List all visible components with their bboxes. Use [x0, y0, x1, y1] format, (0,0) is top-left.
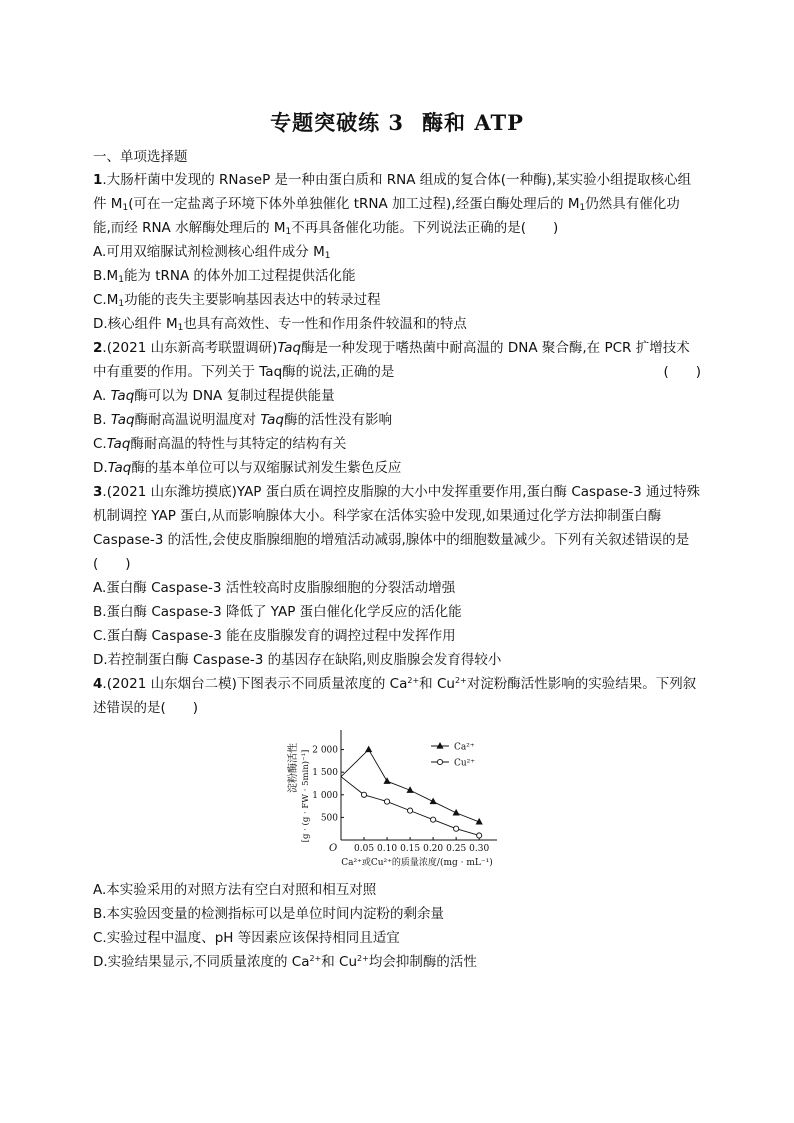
- title-topic: 酶和 ATP: [422, 110, 524, 135]
- origin-label: O: [329, 843, 338, 854]
- x-tick-label: 0.30: [469, 844, 490, 854]
- y-tick-label: 2 000: [312, 745, 338, 756]
- option-d[interactable]: D.实验结果显示,不同质量浓度的 $Ca^{2+}$和 $Cu^{2+}$均会抑制酶的活性: [93, 954, 477, 970]
- y-tick-label: 1 500: [312, 768, 338, 779]
- data-point-cu: [384, 799, 389, 804]
- data-point-cu: [431, 817, 436, 822]
- question-4-stem-line-2: 述错误的是( ): [93, 700, 199, 716]
- data-point-ca: [453, 809, 460, 816]
- option-b[interactable]: B.本实验因变量的检测指标可以是单位时间内淀粉的剩余量: [93, 906, 445, 922]
- question-3-stem-line-2: 机制调控 YAP 蛋白,从而影响腺体大小。科学家在活体实验中发现,如果通过化学方法抑制蛋白酶: [93, 508, 662, 524]
- question-1-stem-line-1: 1.大肠杆菌中发现的 RNaseP 是一种由蛋白质和 RNA 组成的复合体(一种酶),某实验小组提取核心组: [93, 172, 692, 188]
- answer-paren: ( ): [93, 556, 131, 572]
- enzyme-activity-figure: [93, 722, 701, 874]
- option-c[interactable]: C.实验过程中温度、pH 等因素应该保持相同且适宜: [93, 930, 400, 946]
- question-2: [93, 336, 701, 480]
- data-point-ca: [365, 746, 372, 753]
- legend-label: Ca²⁺: [454, 742, 475, 753]
- option-d[interactable]: D.Taq酶的基本单位可以与双缩脲试剂发生紫色反应: [93, 460, 402, 476]
- data-point-ca: [383, 777, 390, 784]
- page-title: [0, 107, 794, 137]
- legend-label: Cu²⁺: [454, 758, 476, 769]
- question-number: 1: [93, 172, 103, 188]
- option-c[interactable]: C.Taq酶耐高温的特性与其特定的结构有关: [93, 436, 347, 452]
- section-heading: 一、单项选择题: [93, 149, 188, 165]
- title-main: 专题突破练 3: [270, 110, 405, 135]
- option-b[interactable]: $B.M_1$能为 tRNA 的体外加工过程提供活化能: [93, 268, 356, 285]
- y-tick-label: 500: [320, 813, 338, 824]
- y-axis-unit: [g · (g · FW · 5min)⁻¹]: [301, 749, 311, 843]
- option-c[interactable]: $C.M_1$功能的丧失主要影响基因表达中的转录过程: [93, 292, 381, 309]
- question-1-stem-line-3: 能,而经 RNA 水解酶处理后的 $M_1$不再具备催化功能。下列说法正确的是( ): [93, 220, 559, 237]
- option-d[interactable]: D.若控制蛋白酶 Caspase-3 的基因存在缺陷,则皮脂腺会发育得较小: [93, 652, 502, 668]
- answer-paren: ( ): [663, 364, 701, 380]
- question-1-stem-line-2: 件 $M_1$(可在一定盐离子环境下体外单独催化 tRNA 加工过程),经蛋白酶处理后的 $M_1$仍然具有催化功: [93, 196, 680, 213]
- question-4: [93, 672, 701, 974]
- question-3-stem-line-3: Caspase-3 的活性,会使皮脂腺细胞的增殖活动减弱,腺体中的细胞数量减少。下列有关叙述错误的是: [93, 532, 690, 548]
- question-4-stem-line-1: 4.(2021 山东烟台二模)下图表示不同质量浓度的 $Ca^{2+}$和 $Cu^{2+}$对淀粉酶活性影响的实验结果。下列叙: [93, 676, 697, 692]
- question-3-stem-line-1: 3.(2021 山东潍坊摸底)YAP 蛋白质在调控皮脂腺的大小中发挥重要作用,蛋白酶 Caspase-3 通过特殊: [93, 484, 700, 500]
- legend-marker-cu: [437, 759, 442, 764]
- option-c[interactable]: C.蛋白酶 Caspase-3 能在皮脂腺发育的调控过程中发挥作用: [93, 628, 456, 644]
- question-number: 4: [93, 676, 103, 692]
- data-point-cu: [454, 826, 459, 831]
- data-point-cu: [477, 833, 482, 838]
- series-line-cu: [341, 777, 479, 836]
- option-a[interactable]: A. Taq酶可以为 DNA 复制过程提供能量: [93, 388, 335, 404]
- x-tick-label: 0.25: [446, 844, 467, 854]
- option-d[interactable]: D.核心组件 $M_1$也具有高效性、专一性和作用条件较温和的特点: [93, 316, 467, 333]
- option-b[interactable]: B.蛋白酶 Caspase-3 降低了 YAP 蛋白催化化学反应的活化能: [93, 604, 462, 620]
- option-a[interactable]: A.本实验采用的对照方法有空白对照和相互对照: [93, 882, 377, 898]
- question-number: 2: [93, 340, 103, 356]
- question-2-stem-line-1: 2.(2021 山东新高考联盟调研)Taq酶是一种发现于嗜热菌中耐高温的 DNA 聚合酶,在 PCR 扩增技术: [93, 340, 690, 356]
- question-2-stem-line-2: 中有重要的作用。下列关于 Taq酶的说法,正确的是 ( ): [93, 360, 701, 384]
- question-number: 3: [93, 484, 103, 500]
- question-body: [93, 146, 701, 974]
- data-point-ca: [430, 798, 437, 805]
- option-a[interactable]: A.可用双缩脲试剂检测核心组件成分 $M_1$: [93, 244, 331, 261]
- option-b[interactable]: B. Taq酶耐高温说明温度对 Taq酶的活性没有影响: [93, 412, 392, 428]
- question-3: [93, 480, 701, 672]
- option-a[interactable]: A.蛋白酶 Caspase-3 活性较高时皮脂腺细胞的分裂活动增强: [93, 580, 456, 596]
- x-tick-label: 0.10: [377, 844, 398, 854]
- x-tick-label: 0.15: [400, 844, 421, 854]
- x-tick-label: 0.20: [423, 844, 444, 854]
- enzyme-activity-chart: [281, 722, 521, 872]
- y-tick-label: 1 000: [312, 790, 338, 801]
- question-1: [93, 168, 701, 336]
- x-tick-label: 0.05: [354, 844, 375, 854]
- data-point-cu: [407, 808, 412, 813]
- legend-marker-ca: [436, 742, 443, 749]
- y-axis-label: 淀粉酶活性: [288, 743, 299, 793]
- x-axis-label: Ca²⁺或Cu²⁺的质量浓度/(mg · mL⁻¹): [341, 858, 493, 868]
- data-point-cu: [361, 792, 366, 797]
